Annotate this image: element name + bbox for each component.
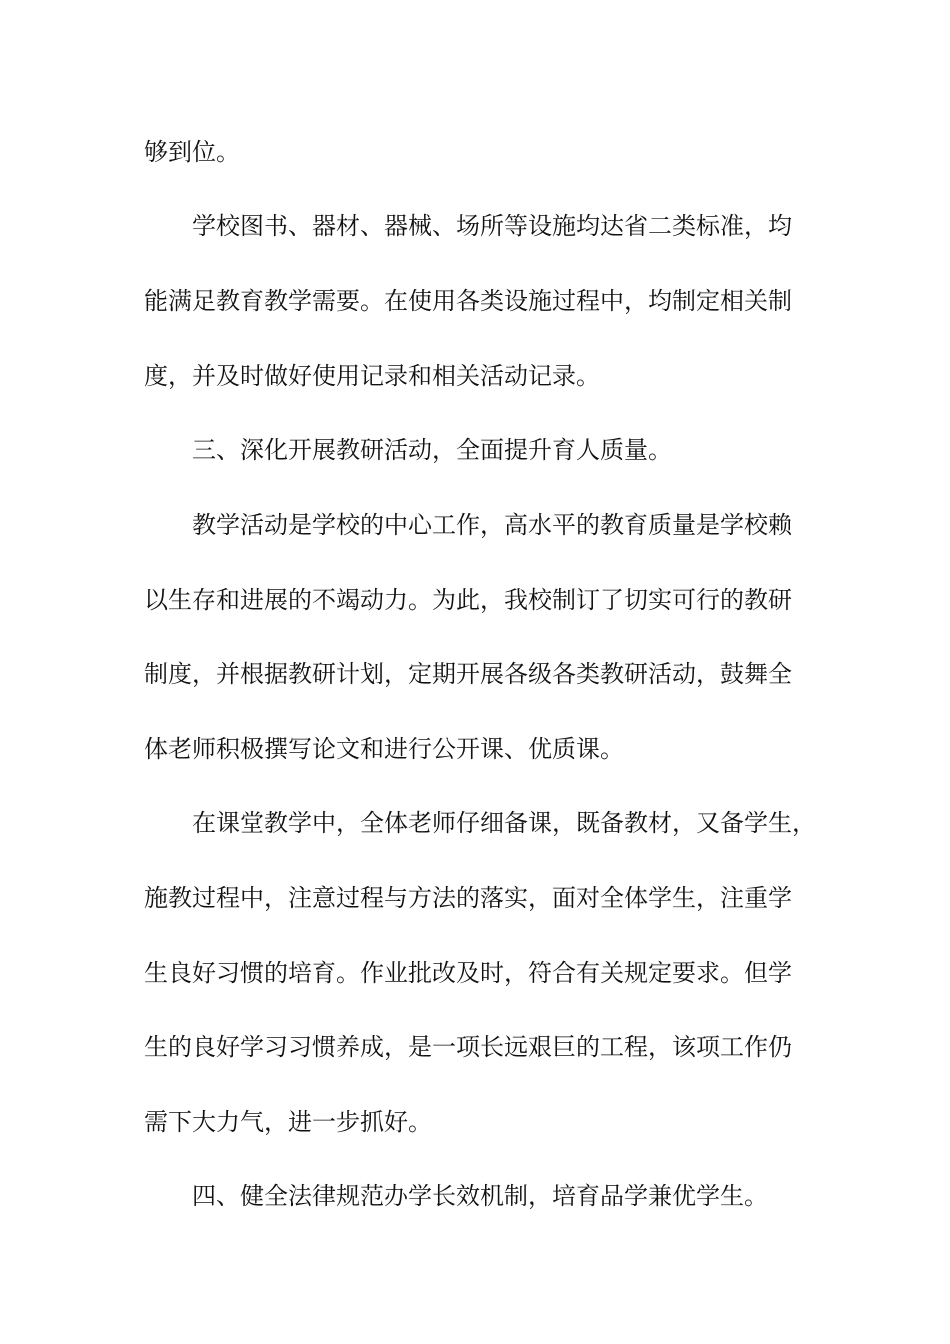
text-line: 度，并及时做好使用记录和相关活动记录。	[144, 362, 600, 390]
text-line: 体老师积极撰写论文和进行公开课、优质课。	[144, 735, 624, 763]
text-line: 够到位。	[144, 138, 240, 166]
paragraph-first-line: 学校图书、器材、器械、场所等设施均达省二类标准，均	[192, 212, 792, 240]
text-line: 以生存和进展的不竭动力。为此，我校制订了切实可行的教研	[144, 586, 792, 614]
section-heading: 四、健全法律规范办学长效机制，培育品学兼优学生。	[192, 1182, 768, 1210]
section-heading: 三、深化开展教研活动，全面提升育人质量。	[192, 436, 672, 464]
text-line: 能满足教育教学需要。在使用各类设施过程中，均制定相关制	[144, 287, 792, 315]
text-line: 生的良好学习习惯养成，是一项长远艰巨的工程，该项工作仍	[144, 1033, 792, 1061]
paragraph-first-line: 在课堂教学中，全体老师仔细备课，既备教材，又备学生，	[192, 809, 816, 837]
text-line: 需下大力气，进一步抓好。	[144, 1108, 432, 1136]
text-line: 生良好习惯的培育。作业批改及时，符合有关规定要求。但学	[144, 959, 792, 987]
text-line: 制度，并根据教研计划，定期开展各级各类教研活动，鼓舞全	[144, 660, 792, 688]
paragraph-first-line: 教学活动是学校的中心工作，高水平的教育质量是学校赖	[192, 511, 792, 539]
text-line: 施教过程中，注意过程与方法的落实，面对全体学生，注重学	[144, 884, 792, 912]
